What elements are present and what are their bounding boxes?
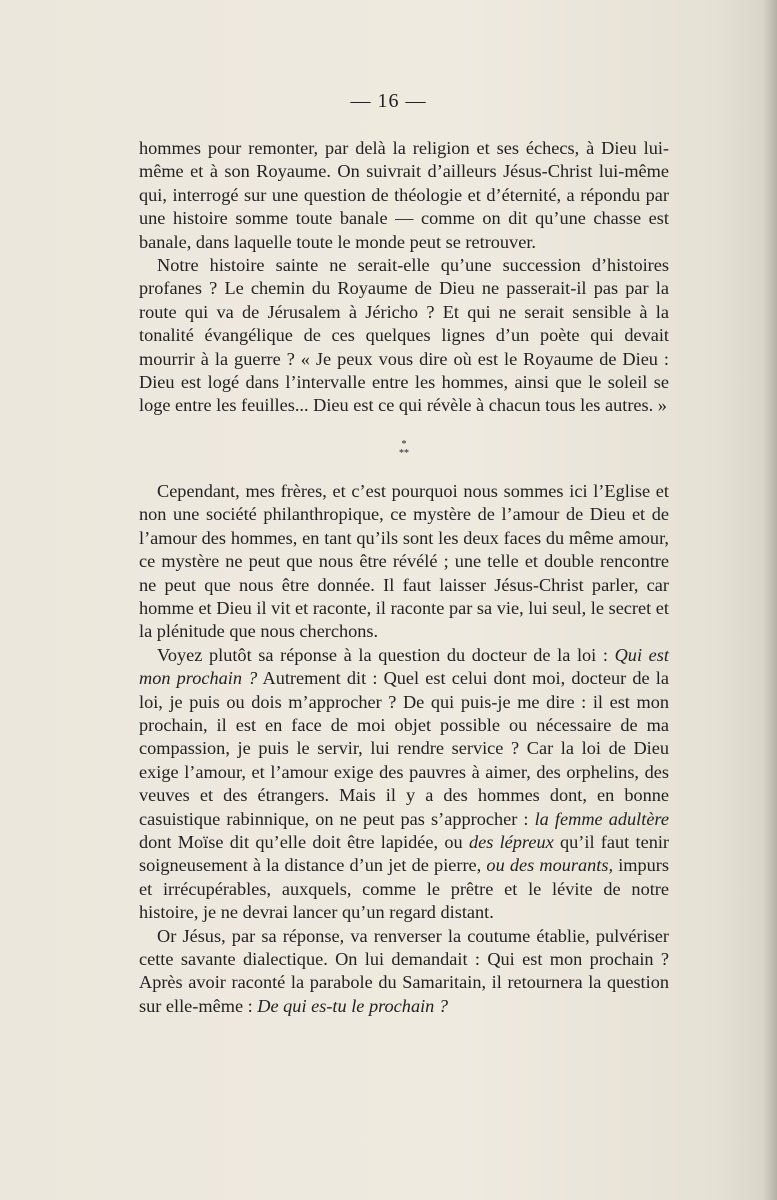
body-text: [139, 137, 669, 1018]
italic-text: ou des mourants,: [486, 855, 614, 876]
page-number: — 16 —: [350, 90, 427, 112]
italic-text: des lépreux: [468, 831, 554, 852]
text-run: qu’il faut tenir soigneusement à la distance d’un jet de pierre,: [139, 831, 670, 876]
text-run: Or Jésus, par sa réponse, va renverser la coutume établie, pulvériser cette savante dialectique. On lui demandait : Qui est mon prochain ? Après avoir raconté la parabole du Samaritain, il retournera la question sur elle-même :: [139, 925, 669, 1016]
text-run: impurs et irrécupérables, auxquels, comme le prêtre et le lévite de notre histoire, je ne devrai lancer qu’un regard distant.: [139, 855, 669, 923]
italic-text: Qui est mon prochain ?: [139, 644, 669, 689]
text-run: hommes pour remonter, par delà la religion et ses échecs, à Dieu lui-même et à son Royaume. On suivrait d’ailleurs Jésus-Christ lui-même qui, interrogé sur une question de théologie et d’éternité, a répondu par une histoire somme toute banale — comme on dit qu’une chasse est banale, dans laquelle toute le monde peut se retrouver.: [139, 138, 669, 252]
text-run: Notre histoire sainte ne serait-elle qu’une succession d’histoires profanes ? Le chemin du Royaume de Dieu ne passerait-il pas par la route qui va de Jérusalem à Jéricho ? Et qui ne serait sensible à la tonalité évangélique de ces quelques lignes d’un poète qui devait mourrir à la guerre ? « Je peux vous dire où est le Royaume de Dieu : Dieu est logé dans l’intervalle entre les hommes, ainsi que le soleil se loge entre les feuilles... Dieu est ce qui révèle à chacun tous les autres. »: [139, 255, 669, 416]
paragraph-4: [139, 644, 669, 925]
text-run: Voyez plutôt sa réponse à la question du docteur de la loi :: [157, 644, 615, 665]
text-run: dont Moïse dit qu’elle doit être lapidée, ou: [139, 831, 469, 852]
section-break-asterisks: [139, 418, 669, 480]
page-edge-shadow: [763, 0, 777, 1200]
paragraph-1: [139, 137, 669, 254]
text-run: Autrement dit : Quel est celui dont moi, docteur de la loi, je puis ou dois m’approcher ? De qui puis-je me dire : il est mon prochain, il est en face de moi objet possible ou nécessaire de ma compassion, je puis le servir, lui rendre service ? Car la loi de Dieu exige l’amour, et l’amour exige des pauvres à aimer, des orphelins, des veuves et des étrangers. Mais il y a des hommes dont, en bonne casuistique rabinnique, on ne peut pas s’approcher :: [139, 668, 669, 829]
dinkus-top: *: [401, 438, 407, 450]
dinkus-bottom: **: [399, 447, 409, 459]
italic-text: la femme adultère: [534, 808, 669, 829]
italic-text: De qui es-tu le prochain ?: [257, 995, 449, 1016]
paragraph-2: [139, 254, 669, 418]
paragraph-3: [139, 480, 669, 644]
text-run: Cependant, mes frères, et c’est pourquoi nous sommes ici l’Eglise et non une société philanthropique, ce mystère de l’amour de Dieu et de l’amour des hommes, en tant qu’ils sont les deux faces du même amour, ce mystère ne peut que nous être révélé ; une telle et double rencontre ne peut que nous être donnée. Il faut laisser Jésus-Christ parler, car homme et Dieu il vit et raconte, il raconte par sa vie, lui seul, le secret et la plénitude que nous cherchons.: [139, 480, 669, 642]
paragraph-5: [139, 925, 669, 1019]
